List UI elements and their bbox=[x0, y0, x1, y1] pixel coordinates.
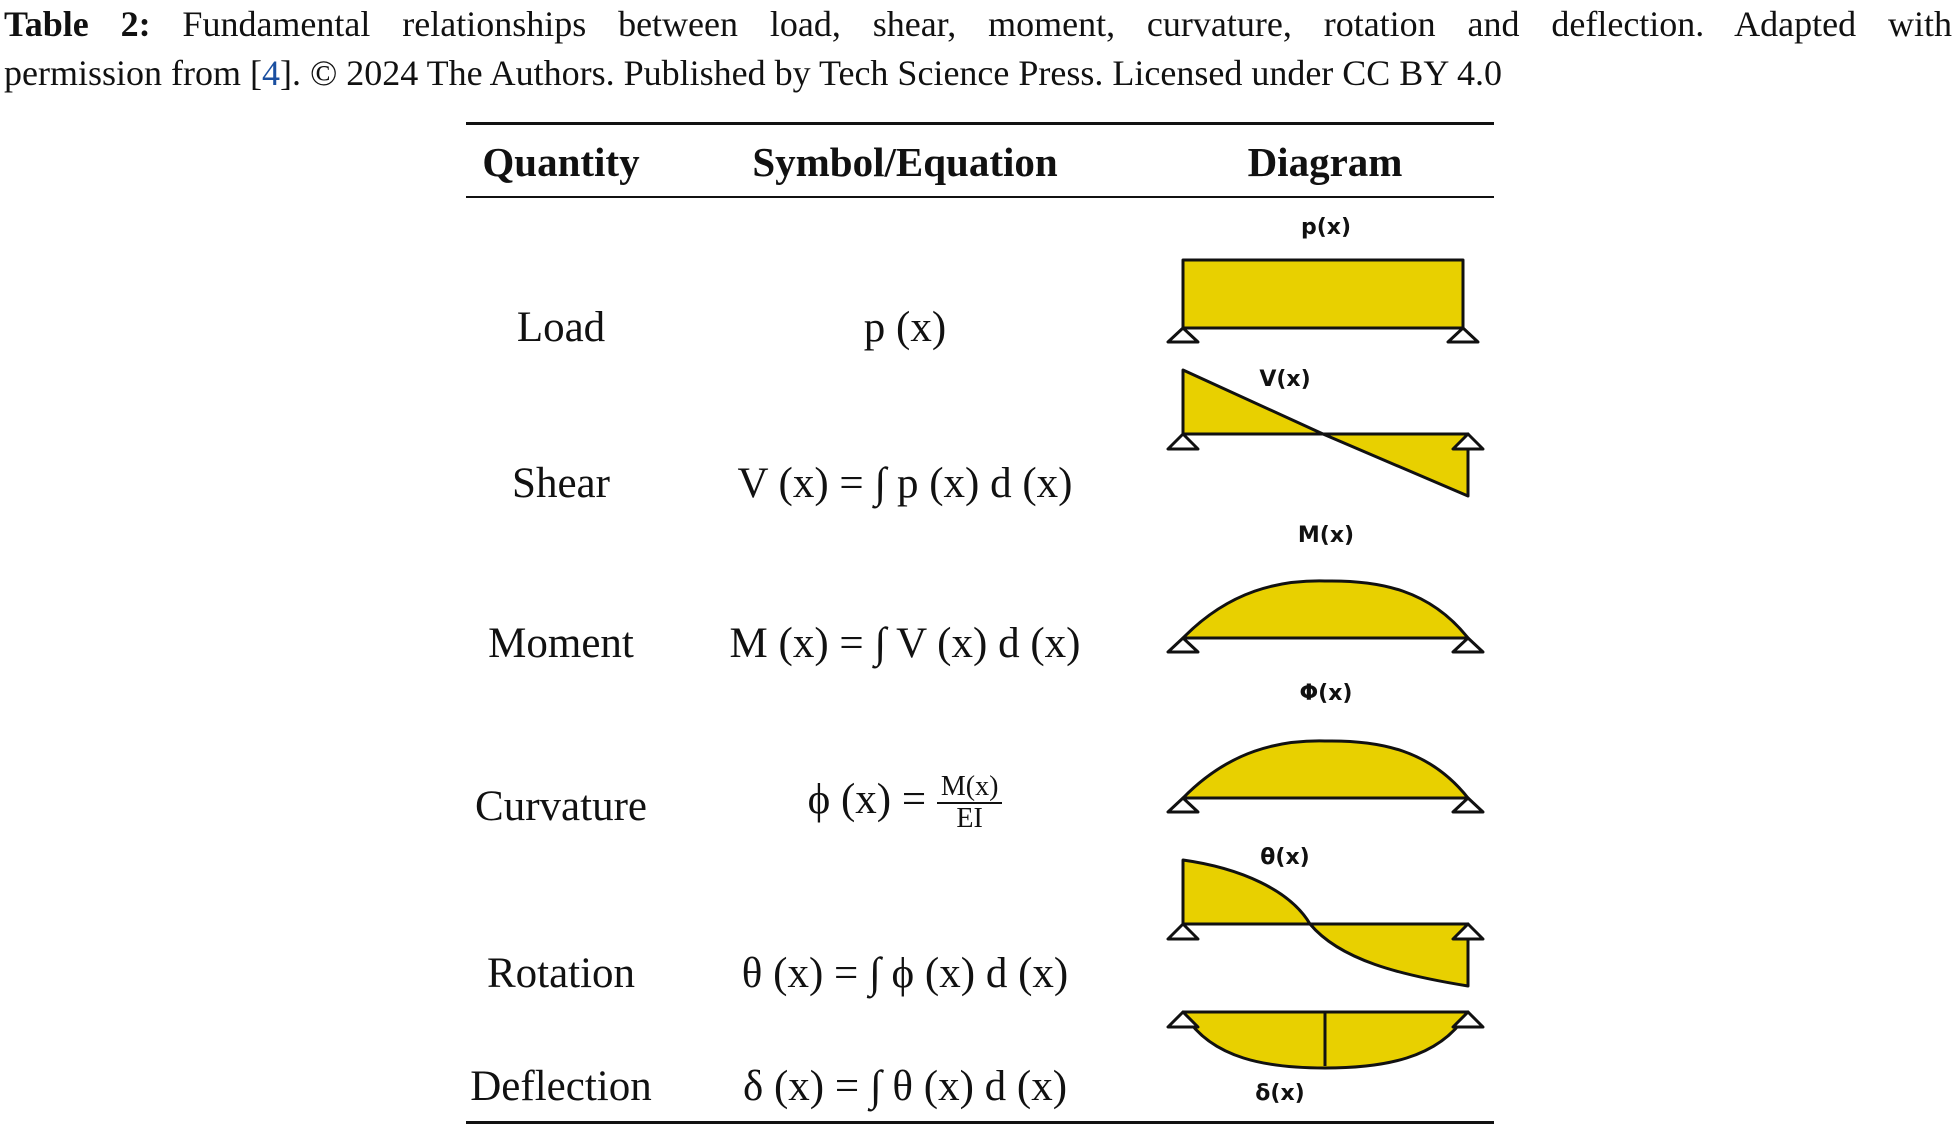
pin-support-icon bbox=[1168, 328, 1198, 342]
pin-support-icon bbox=[1453, 638, 1483, 652]
shear-diagram bbox=[1168, 367, 1483, 496]
deflection-diagram-label: δ(x) bbox=[1255, 1081, 1305, 1106]
pin-support-icon bbox=[1168, 434, 1198, 449]
table-top-rule bbox=[466, 122, 1494, 125]
diagram-column bbox=[1150, 200, 1500, 1115]
rotation-diagram-label: θ(x) bbox=[1260, 845, 1310, 870]
caption-text-2b: ]. © 2024 The Authors. Published by Tech Science Press. Licensed under CC BY 4.0 bbox=[279, 53, 1502, 93]
quantity-curvature: Curvature bbox=[475, 783, 647, 830]
pin-support-icon bbox=[1168, 798, 1198, 812]
pin-support-icon bbox=[1453, 798, 1483, 812]
load-diagram bbox=[1168, 215, 1478, 342]
citation-link[interactable]: 4 bbox=[261, 53, 280, 93]
fraction-numerator: M(x) bbox=[937, 772, 1003, 804]
caption-line-2 bbox=[4, 49, 1952, 98]
moment-diagram-label: M(x) bbox=[1297, 523, 1355, 548]
equation-moment: M (x) = ∫ V (x) d (x) bbox=[729, 620, 1081, 667]
pin-support-icon bbox=[1168, 924, 1198, 939]
deflection-diagram bbox=[1168, 1012, 1483, 1106]
quantity-deflection: Deflection bbox=[470, 1063, 652, 1110]
caption-line-1 bbox=[4, 0, 1952, 49]
curvature-lhs: ϕ (x) = bbox=[807, 775, 927, 823]
equation-deflection: δ (x) = ∫ θ (x) d (x) bbox=[742, 1063, 1068, 1110]
quantity-moment: Moment bbox=[488, 620, 634, 667]
quantity-shear: Shear bbox=[512, 460, 610, 507]
caption-label: Table 2: bbox=[4, 4, 151, 44]
equation-shear: V (x) = ∫ p (x) d (x) bbox=[737, 460, 1073, 507]
quantity-rotation: Rotation bbox=[486, 950, 636, 997]
caption-text-1: Fundamental relationships between load, shear, moment, curvature, rotation and deflection. Adapted with bbox=[182, 4, 1952, 44]
fraction-denominator: EI bbox=[956, 803, 983, 834]
equation-load: p (x) bbox=[863, 304, 947, 351]
header-diagram: Diagram bbox=[1247, 139, 1403, 185]
header-quantity: Quantity bbox=[482, 139, 640, 185]
table-header-rule bbox=[466, 196, 1494, 198]
equation-rotation: θ (x) = ∫ ϕ (x) d (x) bbox=[741, 950, 1069, 997]
table-caption bbox=[4, 0, 1952, 98]
quantity-load: Load bbox=[516, 304, 606, 351]
pin-support-icon bbox=[1168, 638, 1198, 652]
pin-support-icon bbox=[1448, 328, 1478, 342]
equation-curvature bbox=[680, 772, 1130, 834]
caption-text-2a: permission from [ bbox=[4, 53, 262, 93]
curvature-diagram-label: Φ(x) bbox=[1299, 681, 1353, 706]
moment-diagram bbox=[1168, 523, 1483, 652]
curvature-diagram bbox=[1168, 681, 1483, 812]
header-equation: Symbol/Equation bbox=[752, 139, 1058, 185]
rotation-diagram bbox=[1168, 845, 1483, 986]
curvature-fraction bbox=[937, 772, 1003, 834]
shear-diagram-label: V(x) bbox=[1259, 367, 1311, 392]
table-bottom-rule bbox=[466, 1121, 1494, 1124]
load-diagram-label: p(x) bbox=[1300, 215, 1352, 240]
